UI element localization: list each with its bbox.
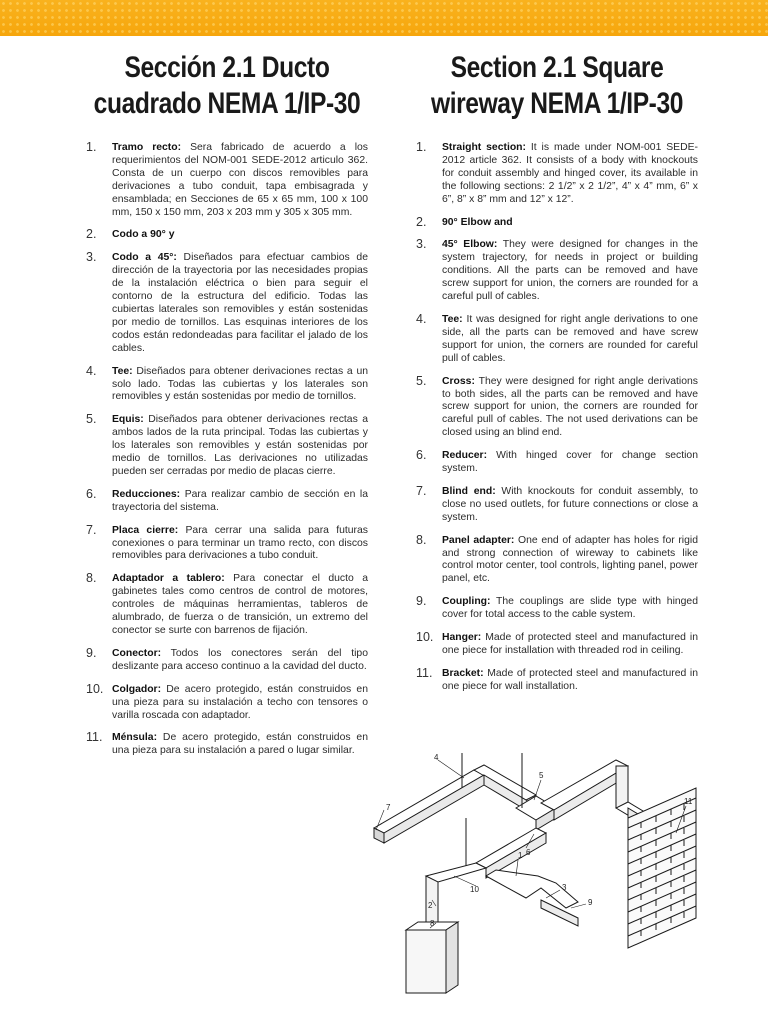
list-item — [416, 596, 698, 622]
callout-4: 4 — [434, 753, 439, 762]
list-item — [416, 239, 698, 304]
header-pattern — [0, 0, 768, 36]
item-text: Diseñados para obtener derivaciones rectas a ambos lados de la ruta principal. Todas las cubiertas y los laterales son removibles y están sostenidas por medio de tornillos. Las derivaciones no utilizadas pueden ser cerradas por medio de placas cierre. — [112, 414, 368, 477]
list-item — [416, 373, 698, 441]
item-text: Made of protected steel and manufactured in one piece for installation with threaded rod in ceiling. — [442, 632, 698, 656]
list-item — [416, 142, 698, 207]
item-text: Para realizar cambio de sección en la trayectoria del sistema. — [112, 488, 368, 513]
item-number: 3. — [86, 250, 97, 265]
item-term: Colgador: — [112, 683, 162, 695]
list-item — [86, 522, 368, 564]
item-term: Hanger: — [442, 632, 482, 644]
item-text: It is made under NOM-001 SEDE-2012 article 362. It consists of a body with knockouts for conduit assembly and hinged cover, its available in the following sections: 2 1/2” x 2 1/2”, 4” x 4” mm, 6” x 6”, 8” x 8” mm and 12” x 12”. — [442, 142, 698, 205]
item-term: Adaptador a tablero: — [112, 573, 225, 585]
callout-6: 6 — [526, 848, 531, 857]
list-item — [86, 229, 368, 242]
item-text: With knockouts for conduit assembly, to close no used outlets, for future connections or close a system. — [442, 485, 698, 523]
callout-8: 8 — [430, 919, 435, 928]
item-number: 10. — [86, 681, 104, 696]
list-item — [416, 214, 698, 230]
callout-7: 7 — [386, 803, 391, 812]
item-number: 10. — [416, 630, 434, 645]
item-text: With hinged cover for change section system. — [442, 450, 698, 475]
item-number: 7. — [416, 483, 427, 498]
list-item — [86, 645, 368, 674]
list-item — [86, 414, 368, 479]
list-item — [86, 732, 368, 758]
list-item — [416, 665, 698, 694]
item-number: 1. — [416, 140, 427, 154]
callout-9: 9 — [588, 898, 593, 907]
list-item — [416, 532, 698, 587]
item-term: Straight section: — [442, 142, 526, 153]
wireway-illustration — [366, 748, 712, 1020]
list-item — [86, 252, 368, 355]
item-text: Sera fabricado de acuerdo a los requerimientos del NOM-001 SEDE-2012 articulo 362. Consta de un cuerpo con discos removibles para derivaciones a tubo conduit, tapa embisagrada y ensamblada; en Secciones de 65 x 65 mm, 100 x 100 mm, 150 x 150 mm, 203 x 203 mm y 305 x 305 mm. — [112, 142, 368, 218]
elbow-90-top — [426, 863, 486, 882]
spanish-list — [86, 142, 368, 758]
item-term: Tramo recto: — [112, 142, 182, 153]
item-term: Reducciones: — [112, 488, 181, 500]
english-title-line1: Section 2.1 Square — [450, 51, 664, 84]
item-text: De acero protegido, están construidos en una pieza para su instalación a pared o lugar similar. — [112, 732, 368, 757]
item-text: Made of protected steel and manufactured in one piece for wall installation. — [442, 667, 698, 692]
callout-1: 1 — [518, 851, 523, 860]
item-number: 4. — [416, 311, 427, 326]
item-number: 6. — [416, 448, 427, 463]
list-item — [416, 483, 698, 525]
item-text: De acero protegido, están construidos en una pieza para su instalación a techo con tensores o varilla roscada con adaptador. — [112, 683, 368, 721]
spanish-title — [87, 50, 367, 122]
item-term: Cross: — [442, 375, 475, 387]
item-number: 8. — [416, 532, 427, 547]
header-band — [0, 0, 768, 36]
item-term: Coupling: — [442, 596, 491, 608]
item-term: Ménsula: — [112, 732, 158, 744]
leader-4 — [438, 760, 464, 778]
item-number: 2. — [86, 227, 97, 242]
list-item — [86, 573, 368, 638]
english-list — [416, 142, 698, 694]
item-term: Codo a 45°: — [112, 252, 177, 264]
list-item — [86, 142, 368, 219]
callout-2: 2 — [428, 901, 433, 910]
upper-run-top — [541, 760, 628, 810]
straight-run-side — [384, 775, 484, 843]
callout-5: 5 — [539, 771, 544, 780]
english-title-line2: wireway NEMA 1/IP-30 — [430, 87, 684, 120]
item-text: The couplings are slide type with hinged cover for total access to the cable system. — [442, 596, 698, 621]
list-item — [86, 363, 368, 405]
item-term: Placa cierre: — [112, 524, 179, 536]
spanish-title-line2: cuadrado NEMA 1/IP-30 — [93, 87, 361, 120]
item-term: Conector: — [112, 647, 162, 659]
list-item — [86, 486, 368, 515]
item-text: Para conectar el ducto a gabinetes tales como centros de control de motores, controles de máquinas herramientas, tableros de alumbrado, de fuerza o de transición, un extremo del conector se surte con barrenos de fijación. — [112, 573, 368, 636]
straight-run-top — [374, 770, 484, 833]
item-text: Todos los conectores serán del tipo deslizante para acceso continuo a la cavidad del ducto. — [112, 647, 368, 672]
panel-box-side — [446, 922, 458, 993]
english-title — [417, 50, 697, 122]
callout-11: 11 — [684, 797, 693, 806]
item-text: It was designed for right angle derivations to one side, all the parts can be removed and have screw support for union, the corners are rounded for careful pull of cables. — [442, 313, 698, 364]
spanish-title-line1: Sección 2.1 Ducto — [124, 51, 330, 84]
spanish-column — [86, 50, 368, 768]
item-number: 5. — [416, 373, 427, 388]
item-number: 1. — [86, 140, 97, 154]
item-number: 11. — [86, 730, 103, 745]
item-text: One end of adapter has holes for rigid and strong connection of wireway to cabinets like control motor center, tool controls, lighting panel, power panel, etc. — [442, 534, 698, 585]
item-number: 3. — [416, 237, 427, 252]
item-text: Diseñados para obtener derivaciones rectas a un solo lado. Todas las cubiertas y los laterales son removibles y están sostenidas por medio de tornillos. — [112, 365, 368, 403]
item-number: 7. — [86, 522, 97, 537]
list-item — [416, 450, 698, 476]
item-term: 90° Elbow and — [442, 216, 513, 228]
elbow-vertical — [616, 766, 628, 808]
item-number: 9. — [416, 594, 427, 609]
wireway-diagram — [366, 748, 712, 1020]
item-text: Para cerrar una salida para futuras conexiones o para terminar un tramo recto, con discos removibles para derivaciones a tubo conduit. — [112, 524, 368, 562]
callout-10: 10 — [470, 885, 479, 894]
item-term: Tee: — [442, 313, 463, 325]
item-term: 45° Elbow: — [442, 239, 498, 251]
list-item — [416, 311, 698, 366]
panel-box-front — [406, 930, 446, 993]
item-number: 9. — [86, 645, 97, 660]
item-text: Diseñados para efectuar cambios de dirección de la trayectoria por las necesidades propias de la instalación eléctrica o bien para seguir el contorno de la estructura del edificio. Todas las cubiertas laterales son removibles y están sostenidas por medio de tornillos. Las esquinas interiores de los codos están redondeadas para facilitar el jalado de los cables. — [112, 252, 368, 354]
item-term: Bracket: — [442, 667, 484, 679]
item-term: Tee: — [112, 365, 133, 377]
item-number: 11. — [416, 665, 433, 680]
item-text: They were designed for right angle derivations to both sides, all the parts can be removed and have screw support for union, the corners are rounded for careful pull of cables. The not used derivations can be closed using an blind end. — [442, 375, 698, 439]
item-term: Equis: — [112, 414, 144, 426]
item-text: They were designed for changes in the system trajectory, for needs in project or building conditions. All the parts can be removed and have screw support for union, the corners are rounded for a careful pull of cables. — [442, 239, 699, 303]
callout-3: 3 — [562, 883, 567, 892]
item-number: 4. — [86, 363, 97, 378]
item-term: Panel adapter: — [442, 534, 515, 546]
item-term: Blind end: — [442, 485, 496, 497]
english-column — [416, 50, 698, 704]
item-number: 8. — [86, 571, 97, 586]
item-number: 6. — [86, 486, 97, 501]
item-term: Codo a 90° y — [112, 229, 175, 241]
item-number: 2. — [416, 214, 427, 229]
item-term: Reducer: — [442, 450, 488, 462]
item-number: 5. — [86, 412, 97, 427]
list-item — [86, 681, 368, 723]
list-item — [416, 632, 698, 658]
